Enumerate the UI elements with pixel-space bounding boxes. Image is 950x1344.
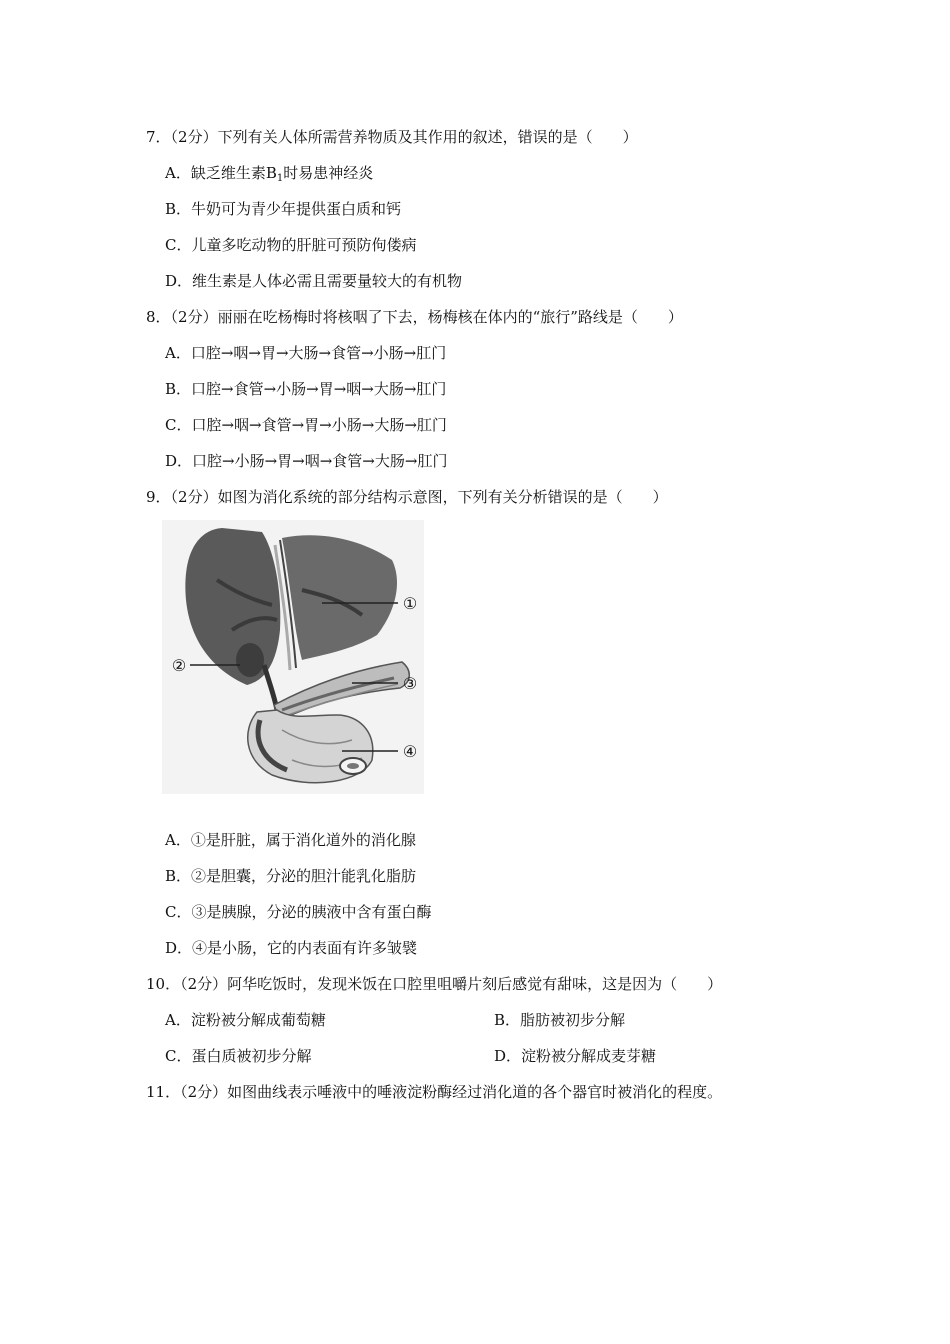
figure-label-3: ③ xyxy=(402,674,418,693)
question-9-option-d: D．④是小肠，它的内表面有许多皱襞 xyxy=(165,939,418,957)
question-8-stem: 8．（2分）丽丽在吃杨梅时将核咽了下去，杨梅核在体内的“旅行”路线是（ ） xyxy=(146,308,683,326)
question-10-option-b: B．脂肪被初步分解 xyxy=(494,1011,626,1029)
question-11-stem: 11．（2分）如图曲线表示唾液中的唾液淀粉酶经过消化道的各个器官时被消化的程度。 xyxy=(146,1083,723,1101)
question-7-option-d: D．维生素是人体必需且需要量较大的有机物 xyxy=(165,272,463,290)
question-9-option-c: C．③是胰腺，分泌的胰液中含有蛋白酶 xyxy=(165,903,432,921)
question-9-option-b: B．②是胆囊，分泌的胆汁能乳化脂肪 xyxy=(165,867,417,885)
figure-label-4: ④ xyxy=(402,742,418,761)
question-7-stem: 7．（2分）下列有关人体所需营养物质及其作用的叙述，错误的是（ ） xyxy=(146,128,638,146)
question-7-option-a: A．缺乏维生素$B_1$时易患神经炎 xyxy=(165,164,374,184)
question-9-stem: 9．（2分）如图为消化系统的部分结构示意图，下列有关分析错误的是（ ） xyxy=(146,488,668,506)
question-8-option-d: D．口腔→小肠→胃→咽→食管→大肠→肛门 xyxy=(165,452,448,470)
question-9-option-a: A．①是肝脏，属于消化道外的消化腺 xyxy=(165,831,416,849)
figure-label-1: ① xyxy=(402,594,418,613)
question-8-option-c: C．口腔→咽→食管→胃→小肠→大肠→肛门 xyxy=(165,416,447,434)
question-7-option-b: B．牛奶可为青少年提供蛋白质和钙 xyxy=(165,200,402,218)
question-10-option-c: C．蛋白质被初步分解 xyxy=(165,1047,312,1065)
question-10-option-d: D．淀粉被分解成麦芽糖 xyxy=(494,1047,657,1065)
question-10-option-a: A．淀粉被分解成葡萄糖 xyxy=(165,1011,326,1029)
figure-label-2: ② xyxy=(171,656,187,675)
question-7-option-c: C．儿童多吃动物的肝脏可预防佝偻病 xyxy=(165,236,417,254)
digestive-system-figure xyxy=(162,520,424,794)
question-8-option-a: A．口腔→咽→胃→大肠→食管→小肠→肛门 xyxy=(165,344,447,362)
question-10-stem: 10．（2分）阿华吃饭时，发现米饭在口腔里咀嚼片刻后感觉有甜味，这是因为（ ） xyxy=(146,975,723,993)
question-8-option-b: B．口腔→食管→小肠→胃→咽→大肠→肛门 xyxy=(165,380,447,398)
